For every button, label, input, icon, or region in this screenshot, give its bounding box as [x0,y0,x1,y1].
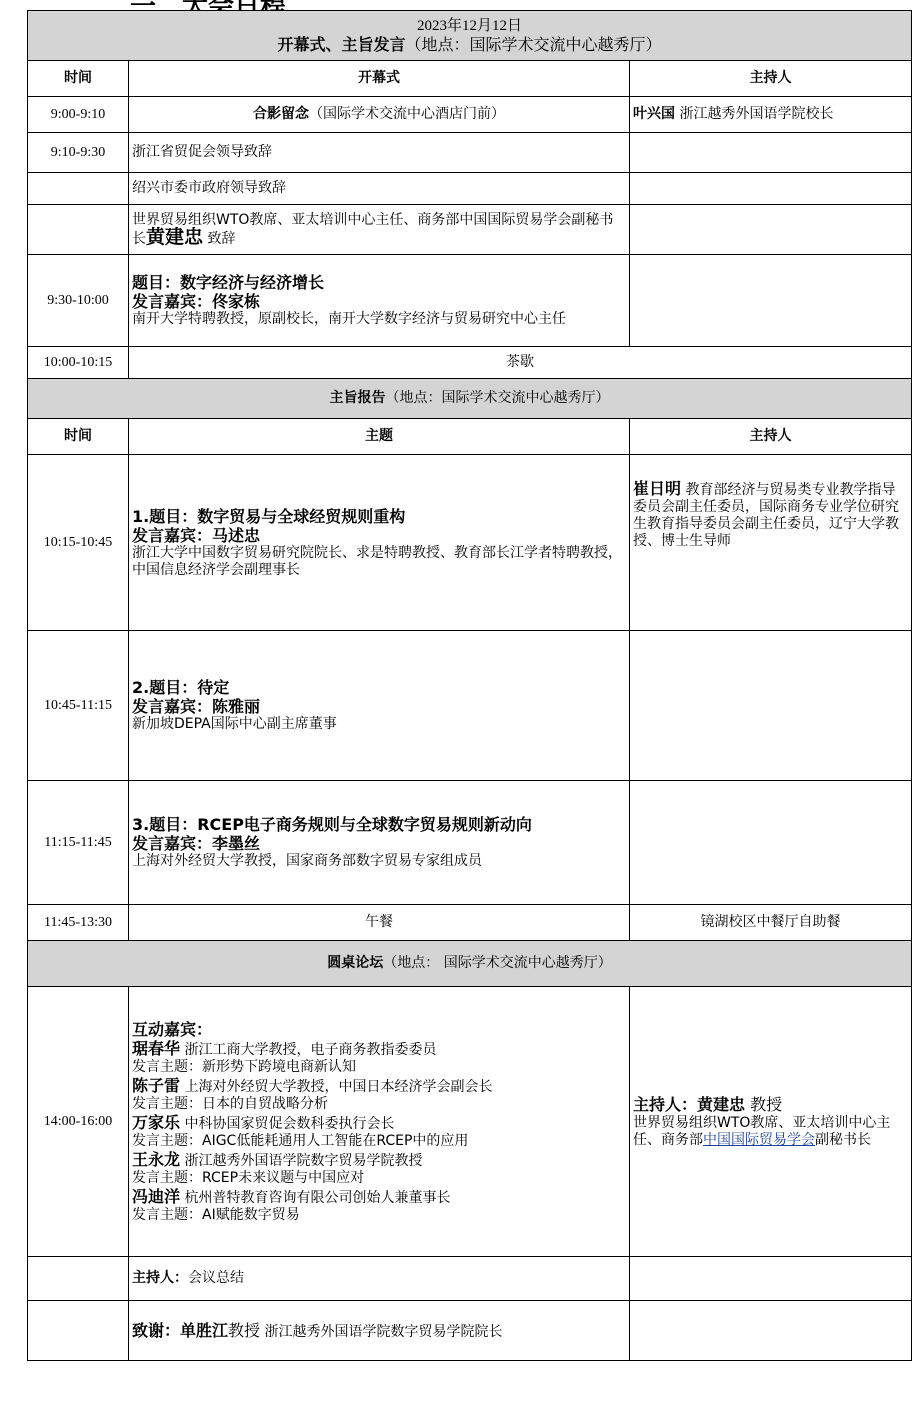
table-row [28,347,912,379]
column-header-row [28,419,912,455]
table-row [28,255,912,347]
lunch-location: 镜湖校区中餐厅自助餐 [630,905,912,941]
time-cell: 9:10-9:30 [28,133,129,173]
host-name: 崔日明 [633,479,682,498]
event-location: （国际学术交流中心酒店门前） [309,106,505,122]
break-label: 茶歇 [129,347,912,379]
section-header-keynote [28,379,912,419]
speaker-desc: 新加坡DEPA国际中心副主席董事 [132,716,337,732]
time-cell: 10:00-10:15 [28,347,129,379]
host-name: 主持人：黄建忠 [633,1094,746,1114]
thanks-title: 教授 [228,1320,261,1340]
speaker-name: 黄建忠 [146,225,204,248]
table-row [28,905,912,941]
time-cell: 14:00-16:00 [28,987,129,1257]
talk-topic: 2.题目：待定 [132,678,230,697]
guest-name: 琚春华 [132,1038,181,1058]
talk-topic: 题目：数字经济与经济增长 [132,273,325,292]
table-row [28,631,912,781]
table-row [28,133,912,173]
time-cell: 10:15-10:45 [28,455,129,631]
time-cell: 10:45-11:15 [28,631,129,781]
section-location: （地点： 国际学术交流中心越秀厅） [383,955,612,971]
guest-desc: 杭州普特教育咨询有限公司创始人兼董事长 [180,1189,451,1206]
talk-topic: 1.题目：数字贸易与全球经贸规则重构 [132,506,406,526]
guest-name: 王永龙 [132,1149,181,1169]
guest-topic: 发言主题：AIGC低能耗通用人工智能在RCEP中的应用 [132,1132,469,1149]
guest-topic: 发言主题：AI赋能数字贸易 [132,1206,300,1223]
section-title: 圆桌论坛 [327,955,384,971]
guest-desc: 浙江越秀外国语学院数字贸易学院教授 [180,1152,423,1169]
guest-topic: 发言主题：RCEP未来议题与中国应对 [132,1169,365,1186]
thanks-label: 致谢：单胜江 [132,1320,229,1340]
column-header-topic: 主题 [129,419,630,455]
time-cell [28,173,129,205]
event-text: 世界贸易组织WTO教席、亚太培训中心主任、商务部中国国际贸易学会副秘书长 [132,211,614,247]
table-row [28,455,912,631]
guest-line [132,1076,626,1096]
guest-desc: 浙江工商大学教授，电子商务教指委委员 [180,1041,437,1058]
guest-line [132,1150,626,1170]
event-text: 绍兴市委市政府领导致辞 [129,173,630,205]
summary-label: 主持人： [132,1270,188,1286]
column-header-time: 时间 [28,419,129,455]
time-cell: 9:00-9:10 [28,97,129,133]
guest-name: 冯迪洋 [132,1186,181,1206]
guests-label: 互动嘉宾： [132,1019,213,1039]
talk-speaker: 发言嘉宾：马述忠 [132,525,261,545]
table-row [28,1301,912,1361]
column-header-host: 主持人 [630,61,912,97]
host-title: 教授 [745,1094,783,1114]
thanks-desc: 浙江越秀外国语学院数字贸易学院院长 [260,1323,503,1340]
lunch-label: 午餐 [129,905,630,941]
section-location: （地点：国际学术交流中心越秀厅） [385,390,610,406]
table-row [28,781,912,905]
guest-name: 陈子雷 [132,1075,181,1095]
column-header-row [28,61,912,97]
host-name: 叶兴国 [633,106,675,122]
guest-name: 万家乐 [132,1112,181,1132]
association-link[interactable]: 中国国际贸易学会 [703,1131,815,1148]
table-row [28,205,912,255]
section-title: 主旨报告 [329,390,386,406]
guest-desc: 中科协国家贸促会数科委执行会长 [180,1115,395,1132]
date-label: 2023年12月12日 [416,18,522,34]
guest-line [132,1113,626,1133]
section-header-roundtable [28,941,912,987]
column-header-host: 主持人 [630,419,912,455]
talk-speaker: 发言嘉宾：陈雅丽 [132,697,261,716]
table-row [28,97,912,133]
speaker-desc: 浙江大学中国数字贸易研究院院长、求是特聘教授、教育部长江学者特聘教授，中国信息经济学会副理事长 [132,544,622,578]
time-cell: 9:30-10:00 [28,255,129,347]
guest-line [132,1187,626,1207]
time-cell [28,205,129,255]
event-title: 合影留念 [253,106,309,122]
guest-line [132,1039,626,1059]
talk-topic: 3.题目：RCEP电子商务规则与全球数字贸易规则新动向 [132,815,532,834]
host-desc: 浙江越秀外国语学院校长 [675,106,834,122]
speaker-desc: 南开大学特聘教授，原副校长，南开大学数字经济与贸易研究中心主任 [132,311,566,327]
summary-text: 会议总结 [188,1270,244,1286]
time-cell: 11:45-13:30 [28,905,129,941]
talk-speaker: 发言嘉宾：佟家栋 [132,292,261,311]
column-header-time: 时间 [28,61,129,97]
section-location: （地点：国际学术交流中心越秀厅） [405,35,662,54]
guest-desc: 上海对外经贸大学教授，中国日本经济学会副会长 [180,1078,493,1095]
host-desc: 世界贸易组织WTO教席、亚太培训中心主任、商务部 [633,1114,891,1148]
table-row [28,987,912,1257]
event-text: 致辞 [203,230,236,247]
host-desc: 教育部经济与贸易类专业教学指导委员会副主任委员，国际商务专业学位研究生教育指导委员会副主任委员，辽宁大学教授、博士生导师 [633,482,899,549]
schedule-table [27,10,912,1361]
time-cell: 11:15-11:45 [28,781,129,905]
guest-topic: 发言主题：新形势下跨境电商新认知 [132,1058,356,1075]
section-header-opening [28,11,912,61]
section-title: 开幕式、主旨发言 [277,35,406,54]
table-row [28,173,912,205]
speaker-desc: 上海对外经贸大学教授，国家商务部数字贸易专家组成员 [132,853,482,869]
event-text: 浙江省贸促会领导致辞 [129,133,630,173]
host-desc: 副秘书长 [815,1131,871,1148]
talk-speaker: 发言嘉宾：李墨丝 [132,834,261,853]
table-row [28,1257,912,1301]
guest-topic: 发言主题：日本的自贸战略分析 [132,1095,328,1112]
column-header-event: 开幕式 [129,61,630,97]
